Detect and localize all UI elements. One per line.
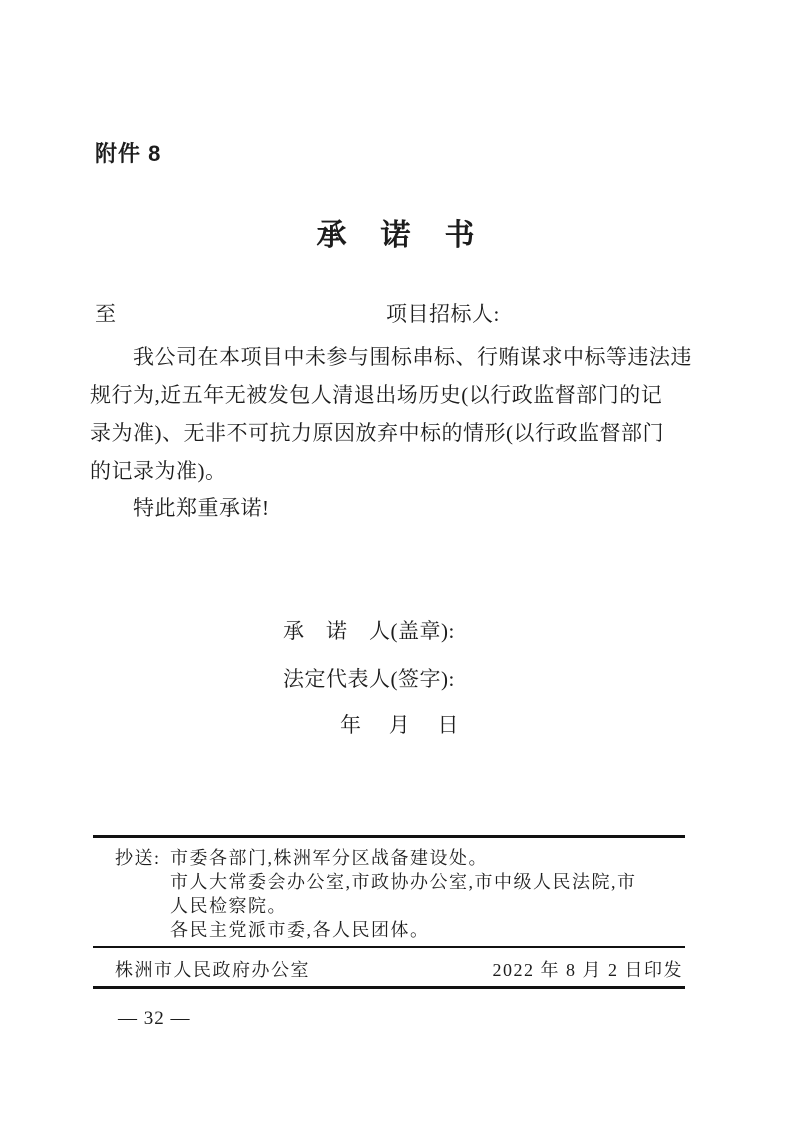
- document-title: 承 诺 书: [316, 219, 477, 252]
- cc-line: 各民主党派市委,各人民团体。: [170, 920, 430, 940]
- footer-bottom-rule: [93, 986, 685, 989]
- cc-label: 抄送:: [115, 848, 161, 868]
- signature-date-label: 年 月 日: [340, 713, 459, 737]
- footer-middle-rule: [93, 946, 685, 948]
- body-line: 的记录为准)。: [90, 459, 227, 483]
- cc-line: 市人大常委会办公室,市政协办公室,市中级人民法院,市: [170, 872, 637, 892]
- attachment-label: 附件 8: [95, 141, 162, 166]
- body-line: 我公司在本项目中未参与围标串标、行贿谋求中标等违法违: [133, 345, 692, 369]
- cc-line: 市委各部门,株洲军分区战备建设处。: [170, 848, 488, 868]
- signature-promisor-label: 承 诺 人(盖章):: [283, 619, 455, 643]
- print-date-label: 2022 年 8 月 2 日印发: [492, 960, 683, 980]
- addressee-to-label: 至: [95, 302, 117, 326]
- body-line: 录为准)、无非不可抗力原因放弃中标的情形(以行政监督部门: [90, 421, 664, 445]
- closing-statement: 特此郑重承诺!: [133, 496, 270, 520]
- addressee-tenderer-label: 项目招标人:: [386, 302, 500, 326]
- cc-line: 人民检察院。: [170, 896, 287, 916]
- body-line: 规行为,近五年无被发包人清退出场历史(以行政监督部门的记: [90, 383, 663, 407]
- page-number: — 32 —: [118, 1008, 191, 1029]
- footer-top-rule: [93, 835, 685, 838]
- signature-legal-representative-label: 法定代表人(签字):: [283, 667, 455, 691]
- issuing-office-label: 株洲市人民政府办公室: [115, 960, 310, 980]
